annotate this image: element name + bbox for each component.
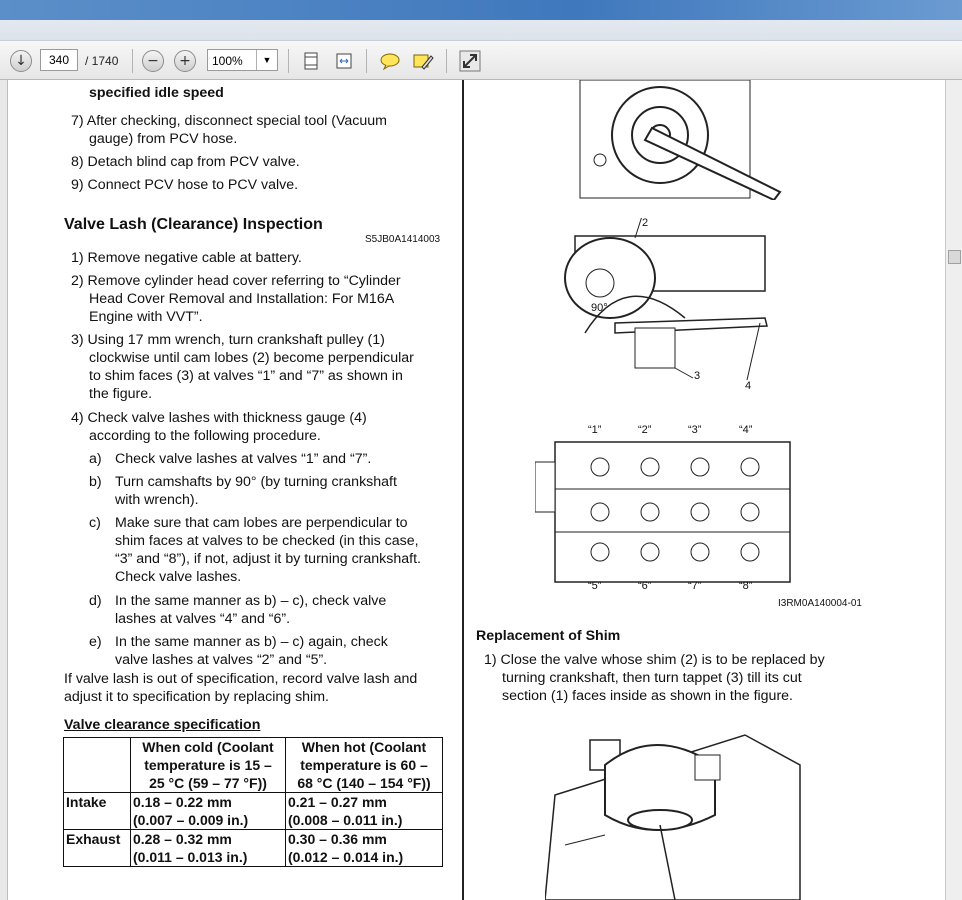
header-line: When hot (Coolant — [301, 739, 427, 755]
vertical-scrollbar[interactable] — [945, 80, 962, 900]
toolbar-separator — [446, 49, 447, 73]
table-header-cold — [131, 738, 286, 793]
header-line: 68 °C (140 – 154 °F)) — [297, 775, 431, 791]
cell-line: 0.18 – 0.22 mm — [133, 794, 232, 810]
substep-e-label: e) — [89, 634, 102, 650]
fit-width-icon — [334, 51, 354, 71]
table-header-hot — [286, 738, 443, 793]
substep-d-cont: lashes at valves “4” and “6”. — [115, 611, 291, 627]
figure-label: 2 — [642, 217, 649, 229]
substep-a-label: a) — [89, 451, 102, 467]
substep-c-label: c) — [89, 515, 101, 531]
table-cell — [286, 793, 443, 830]
table-cell — [286, 830, 443, 867]
header-line: 25 °C (59 – 77 °F)) — [149, 775, 267, 791]
comment-button[interactable] — [378, 49, 402, 73]
row-name: Exhaust — [64, 830, 131, 867]
cell-line: (0.011 – 0.013 in.) — [133, 849, 248, 865]
substep-c-cont: “3” and “8”), if not, adjust it by turning crankshaft. — [115, 551, 421, 567]
lash-step-4: 4) Check valve lashes with thickness gauge (4) — [71, 410, 367, 426]
shim-replacement-figure — [545, 725, 805, 900]
prev-step-tail: specified idle speed — [89, 85, 224, 101]
zoom-in-icon: + — [174, 50, 196, 72]
toolbar-separator — [366, 49, 367, 73]
cell-line: (0.007 – 0.009 in.) — [133, 812, 249, 828]
toolbar-separator — [288, 49, 289, 73]
substep-b-cont: with wrench). — [115, 492, 199, 508]
page-number-input[interactable] — [40, 49, 78, 71]
substep-e-cont: valve lashes at valves “2” and “5”. — [115, 652, 328, 668]
valve-label: “7” — [688, 580, 702, 592]
substep-d: In the same manner as b) – c), check valve — [115, 593, 387, 609]
fit-width-button[interactable] — [332, 49, 356, 73]
camshaft-figure — [555, 218, 785, 398]
toolbar-separator — [132, 49, 133, 73]
scrollbar-thumb[interactable] — [948, 250, 961, 264]
figure-label: 4 — [745, 380, 752, 392]
cell-line: 0.30 – 0.36 mm — [288, 831, 387, 847]
table-cell — [131, 830, 286, 867]
zoom-select[interactable] — [207, 49, 278, 71]
pdf-toolbar — [0, 41, 962, 80]
lash-step-4-cont: according to the following procedure. — [89, 428, 321, 444]
table-cell — [131, 793, 286, 830]
valve-label: “3” — [688, 424, 702, 436]
lash-step-2-cont: Engine with VVT”. — [89, 309, 203, 325]
cell-line: (0.008 – 0.011 in.) — [288, 812, 403, 828]
shim-heading: Replacement of Shim — [476, 628, 621, 644]
section-code: S5JB0A1414003 — [365, 234, 441, 245]
valve-label: “4” — [739, 424, 753, 436]
cell-line: 0.28 – 0.32 mm — [133, 831, 232, 847]
step-8: 8) Detach blind cap from PCV valve. — [71, 154, 300, 170]
substep-c-cont: shim faces at valves to be checked (in this case, — [115, 533, 419, 549]
crankshaft-pulley-figure — [540, 80, 800, 200]
lash-step-3-cont: clockwise until cam lobes (2) become perpendicular — [89, 350, 414, 366]
zoom-in-button[interactable] — [173, 49, 197, 73]
note-text-cont: adjust it to specification by replacing shim. — [64, 689, 329, 705]
valve-label: “1” — [588, 424, 602, 436]
shim-step-1-cont: section (1) faces inside as shown in the figure. — [502, 688, 793, 704]
table-row — [64, 830, 443, 867]
substep-b-label: b) — [89, 474, 102, 490]
page-total: / 1740 — [85, 54, 119, 68]
spec-title: Valve clearance specification — [64, 717, 261, 733]
substep-b: Turn camshafts by 90° (by turning crankshaft — [115, 474, 397, 490]
valve-label: “2” — [638, 424, 652, 436]
shim-step-1: 1) Close the valve whose shim (2) is to be replaced by — [484, 652, 825, 668]
substep-d-label: d) — [89, 593, 102, 609]
valve-clearance-table — [63, 737, 443, 867]
zoom-value: 100% — [212, 54, 243, 68]
highlight-icon — [412, 51, 434, 71]
shim-step-1-cont: turning crankshaft, then turn tappet (3) till its cut — [502, 670, 802, 686]
valve-label: “5” — [588, 580, 602, 592]
fit-page-icon — [301, 51, 321, 71]
note-text: If valve lash is out of specification, record valve lash and — [64, 671, 418, 687]
valve-label: “8” — [739, 580, 753, 592]
substep-e: In the same manner as b) – c) again, check — [115, 634, 388, 650]
substep-a: Check valve lashes at valves “1” and “7”. — [115, 451, 372, 467]
expand-icon — [459, 50, 481, 72]
lash-step-3-cont: the figure. — [89, 386, 153, 402]
down-arrow-icon: ↓ — [10, 50, 32, 72]
figure-label: 3 — [694, 370, 701, 382]
section-heading: Valve Lash (Clearance) Inspection — [64, 216, 323, 233]
zoom-out-icon: − — [142, 50, 164, 72]
highlight-button[interactable] — [411, 49, 435, 73]
cell-line: (0.012 – 0.014 in.) — [288, 849, 404, 865]
lash-step-2: 2) Remove cylinder head cover referring to “Cylinder — [71, 273, 401, 289]
figure-code: I3RM0A140004-01 — [778, 598, 862, 609]
step-7: 7) After checking, disconnect special tool (Vacuum — [71, 113, 387, 129]
document-view[interactable] — [0, 80, 962, 900]
next-page-button[interactable] — [9, 49, 33, 73]
full-screen-button[interactable] — [458, 49, 482, 73]
title-bar — [0, 0, 962, 20]
header-line: temperature is 60 – — [300, 757, 428, 773]
header-line: temperature is 15 – — [144, 757, 272, 773]
lash-step-3-cont: to shim faces (3) at valves “1” and “7” as shown in — [89, 368, 403, 384]
window-top-strip — [0, 0, 962, 41]
fit-page-button[interactable] — [299, 49, 323, 73]
step-9: 9) Connect PCV hose to PCV valve. — [71, 177, 299, 193]
cell-line: 0.21 – 0.27 mm — [288, 794, 387, 810]
column-divider — [462, 80, 464, 900]
table-header-row — [64, 738, 443, 793]
substep-c-cont: Check valve lashes. — [115, 569, 242, 585]
comment-icon — [379, 51, 401, 71]
zoom-out-button[interactable] — [141, 49, 165, 73]
table-cell-empty — [64, 738, 131, 793]
lash-step-2-cont: Head Cover Removal and Installation: For M16A — [89, 291, 395, 307]
left-frame-edge — [0, 80, 8, 900]
step-7-cont: gauge) from PCV hose. — [89, 131, 238, 147]
header-line: When cold (Coolant — [142, 739, 274, 755]
figure-label: 90° — [591, 302, 608, 314]
valve-label: “6” — [638, 580, 652, 592]
chevron-down-icon[interactable]: ▼ — [256, 50, 277, 70]
lash-step-1: 1) Remove negative cable at battery. — [71, 250, 302, 266]
lash-step-3: 3) Using 17 mm wrench, turn crankshaft pulley (1) — [71, 332, 385, 348]
substep-c: Make sure that cam lobes are perpendicular to — [115, 515, 408, 531]
row-name: Intake — [64, 793, 131, 830]
cylinder-head-top-view-figure — [535, 432, 795, 592]
table-row — [64, 793, 443, 830]
